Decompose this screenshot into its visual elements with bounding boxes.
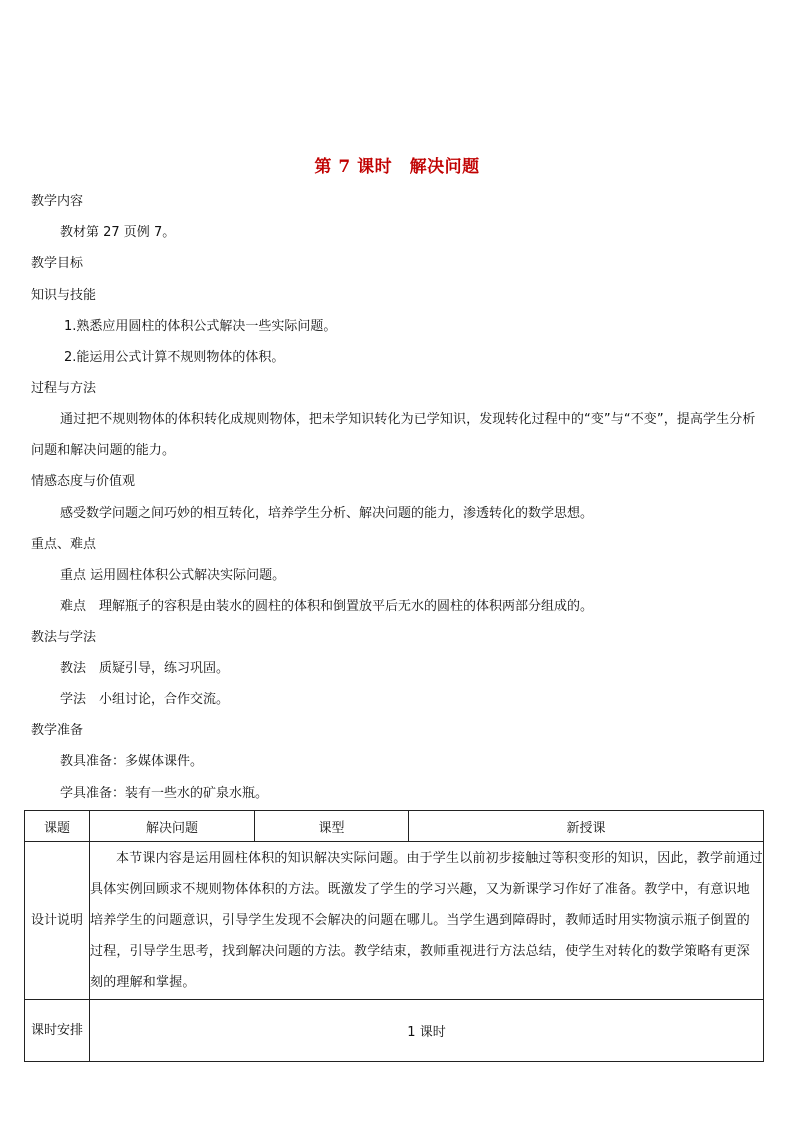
lesson-type-label: 课型 xyxy=(255,811,409,842)
schedule-value: 1 课时 xyxy=(90,1000,764,1062)
objectives-heading: 教学目标 xyxy=(31,256,84,271)
content-heading: 教学内容 xyxy=(31,194,84,209)
methods-heading: 教法与学法 xyxy=(31,630,97,645)
table-row xyxy=(25,842,764,1000)
process-heading: 过程与方法 xyxy=(31,381,97,396)
key-point-text: 重点 运用圆柱体积公式解决实际问题。 xyxy=(60,568,286,583)
content-text: 教材第 27 页例 7。 xyxy=(60,225,176,240)
emotion-heading: 情感态度与价值观 xyxy=(31,474,136,489)
knowledge-heading: 知识与技能 xyxy=(31,288,97,303)
emotion-text: 感受数学问题之间巧妙的相互转化，培养学生分析、解决问题的能力，渗透转化的数学思想。 xyxy=(60,506,594,521)
schedule-label: 课时安排 xyxy=(25,1000,90,1062)
table-row xyxy=(25,1000,764,1062)
lesson-info-table xyxy=(24,810,764,1062)
learning-method-text: 学法 小组讨论，合作交流。 xyxy=(60,692,230,707)
design-text: 本节课内容是运用圆柱体积的知识解决实际问题。由于学生以前初步接触过等积变形的知识，因此，教学前通过具体实例回顾求不规则物体体积的方法。既激发了学生的学习兴趣，又为新课学习作好了准备。教学中，有意识地培养学生的问题意识，引导学生发现不会解决的问题在哪儿。当学生遇到障碍时，教师适时用实物演示瓶子倒置的过程，引导学生思考，找到解决问题的方法。教学结束，教师重视进行方法总结，使学生对转化的数学策略有更深刻的理解和掌握。 xyxy=(90,842,764,1000)
knowledge-item: 2.能运用公式计算不规则物体的体积。 xyxy=(64,350,285,365)
design-label: 设计说明 xyxy=(25,842,90,1000)
student-preparation-text: 学具准备：装有一些水的矿泉水瓶。 xyxy=(60,786,269,801)
knowledge-item: 1.熟悉应用圆柱的体积公式解决一些实际问题。 xyxy=(64,319,337,334)
lesson-type-value: 新授课 xyxy=(409,811,764,842)
teacher-preparation-text: 教具准备：多媒体课件。 xyxy=(60,754,204,769)
teaching-method-text: 教法 质疑引导，练习巩固。 xyxy=(60,661,230,676)
preparation-heading: 教学准备 xyxy=(31,723,84,738)
topic-label: 课题 xyxy=(25,811,90,842)
page-title: 第 7 课时 解决问题 xyxy=(314,157,480,177)
process-text: 通过把不规则物体的体积转化成规则物体，把未学知识转化为已学知识，发现转化过程中的“变”与“不变”，提高学生分析问题和解决问题的能力。 xyxy=(31,412,756,458)
table-row xyxy=(25,811,764,842)
key-points-heading: 重点、难点 xyxy=(31,537,97,552)
difficulty-text: 难点 理解瓶子的容积是由装水的圆柱的体积和倒置放平后无水的圆柱的体积两部分组成的。 xyxy=(60,599,594,614)
topic-value: 解决问题 xyxy=(90,811,255,842)
